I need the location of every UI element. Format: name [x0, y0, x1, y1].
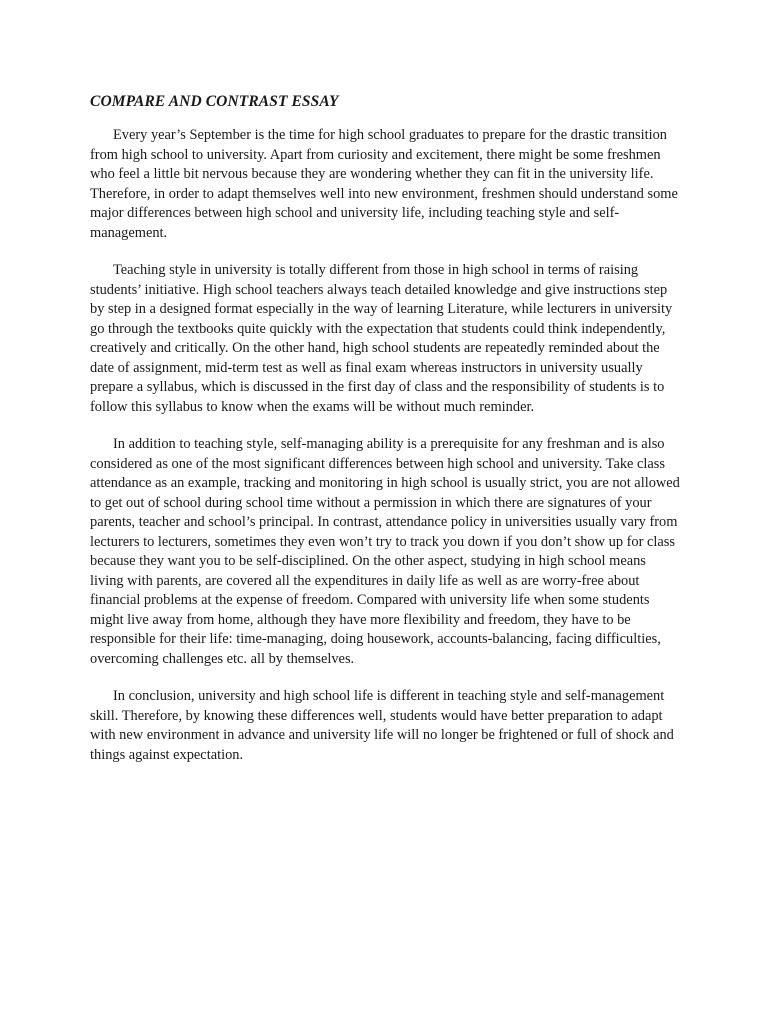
paragraph-self-management: In addition to teaching style, self-managing ability is a prerequisite for any freshman and is also considered as one of the most significant differences between high school and university. Take class attendance as an example, tracking and monitoring in high school is usually strict, you are not allowed to get out of school during school time without a permission in which there are signatures of your parents, teacher and school’s principal. In contrast, attendance policy in universities usually vary from lecturers to lecturers, sometimes they even won’t try to track you down if you don’t show up for class because they want you to be self-disciplined. On the other aspect, studying in high school means living with parents, are covered all the expenditures in daily life as well as are worry-free about financial problems at the expense of freedom. Compared with university life when some students might live away from home, although they have more flexibility and freedom, they have to be responsible for their life: time-managing, doing housework, accounts-balancing, facing difficulties, overcoming challenges etc. all by themselves.	[90, 436, 680, 667]
paragraph-introduction: Every year’s September is the time for high school graduates to prepare for the drastic transition from high school to university. Apart from curiosity and excitement, there might be some freshmen who feel a little bit nervous because they are wondering whether they can fit in the university life. Therefore, in order to adapt themselves well into new environment, freshmen should understand some major differences between high school and university life, including teaching style and self-management.	[90, 127, 678, 241]
essay-title: COMPARE AND CONTRAST ESSAY	[90, 93, 339, 110]
essay-body	[90, 92, 680, 783]
paragraph-teaching-style: Teaching style in university is totally different from those in high school in terms of raising students’ initiative. High school teachers always teach detailed knowledge and give instructions step by step in a designed format especially in the way of learning Literature, while lecturers in university go through the textbooks quite quickly with the expectation that students could think independently, creatively and critically. On the other hand, high school students are repeatedly reminded about the date of assignment, mid-term test as well as final exam whereas instructors in university usually prepare a syllabus, which is discussed in the first day of class and the responsibility of students is to follow this syllabus to know when the exams will be without much reminder.	[90, 262, 673, 415]
paragraph-conclusion: In conclusion, university and high school life is different in teaching style and self-management skill. Therefore, by knowing these differences well, students would have better preparation to adapt with new environment in advance and university life will no longer be frightened or full of shock and things against expectation.	[90, 688, 674, 763]
